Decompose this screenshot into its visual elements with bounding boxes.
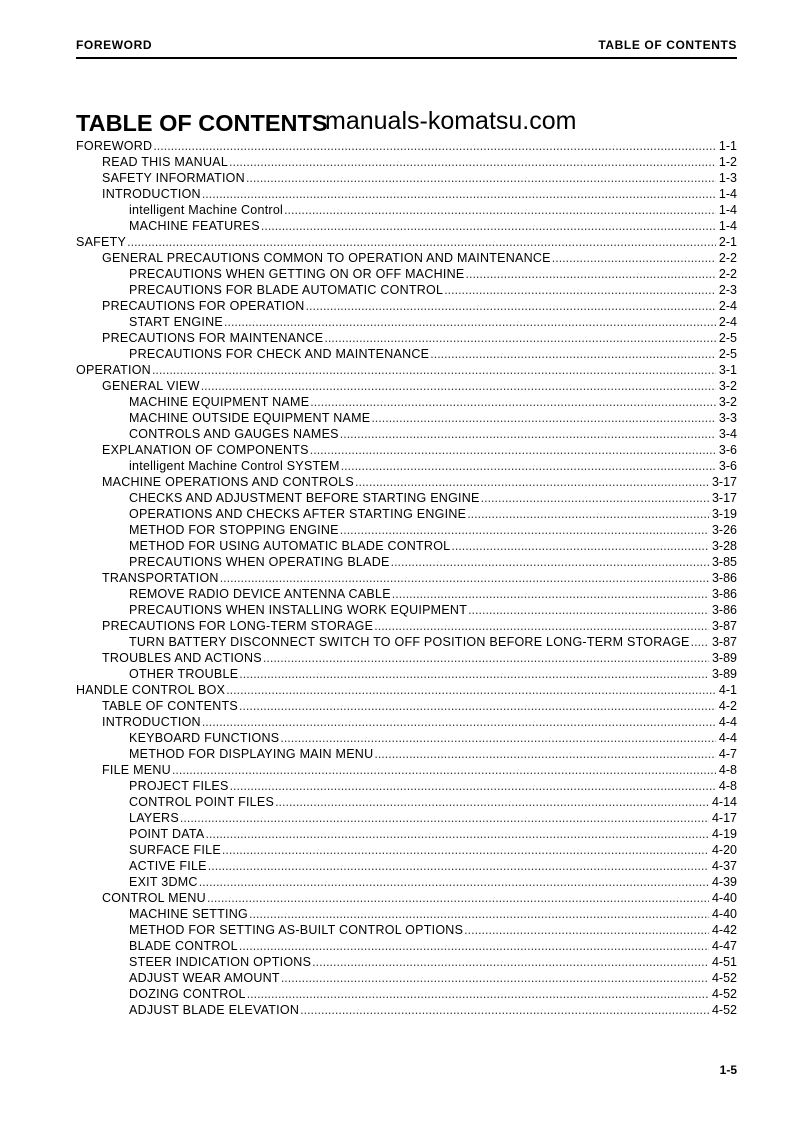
toc-entry-label: PRECAUTIONS FOR CHECK AND MAINTENANCE xyxy=(129,347,430,361)
toc-entry-page: 1-4 xyxy=(718,203,737,217)
toc-entry-label: FOREWORD xyxy=(76,139,153,153)
toc-entry-label: OTHER TROUBLE xyxy=(129,667,239,681)
toc-entry-label: POINT DATA xyxy=(129,827,205,841)
toc-entry xyxy=(76,906,737,922)
toc-entry xyxy=(76,378,737,394)
dot-leader xyxy=(246,986,709,1002)
toc-entry xyxy=(76,874,737,890)
dot-leader xyxy=(204,826,709,842)
dot-leader xyxy=(245,170,716,186)
toc-entry-page: 1-1 xyxy=(718,139,737,153)
toc-entry-page: 3-3 xyxy=(718,411,737,425)
toc-entry xyxy=(76,586,737,602)
toc-entry-label: METHOD FOR STOPPING ENGINE xyxy=(129,523,339,537)
toc-entry xyxy=(76,650,737,666)
toc-entry xyxy=(76,810,737,826)
toc-entry-page: 4-8 xyxy=(718,763,737,777)
toc-entry-label: OPERATION xyxy=(76,363,151,377)
toc-entry xyxy=(76,426,737,442)
dot-leader xyxy=(198,874,709,890)
toc-entry-page: 2-3 xyxy=(718,283,737,297)
toc-entry-page: 3-2 xyxy=(718,395,737,409)
toc-entry xyxy=(76,314,737,330)
toc-entry-label: PROJECT FILES xyxy=(129,779,229,793)
toc-entry xyxy=(76,554,737,570)
toc-entry-page: 3-6 xyxy=(718,443,737,457)
toc-entry xyxy=(76,394,737,410)
toc-entry xyxy=(76,538,737,554)
toc-entry xyxy=(76,938,737,954)
toc-entry xyxy=(76,778,737,794)
toc-entry xyxy=(76,682,737,698)
dot-leader xyxy=(305,298,716,314)
toc-entry xyxy=(76,266,737,282)
toc-entry-label: TRANSPORTATION xyxy=(102,571,219,585)
toc-entry-page: 4-7 xyxy=(718,747,737,761)
toc-entry-label: READ THIS MANUAL xyxy=(102,155,229,169)
toc-entry xyxy=(76,954,737,970)
toc-entry-page: 4-39 xyxy=(711,875,737,889)
toc-entry-label: CHECKS AND ADJUSTMENT BEFORE STARTING ENGINE xyxy=(129,491,480,505)
toc-entry-label: DOZING CONTROL xyxy=(129,987,246,1001)
dot-leader xyxy=(262,650,709,666)
dot-leader xyxy=(260,218,716,234)
toc-entry-label: PRECAUTIONS FOR LONG-TERM STORAGE xyxy=(102,619,374,633)
toc-entry xyxy=(76,234,737,250)
dot-leader xyxy=(283,202,716,218)
toc-entry xyxy=(76,858,737,874)
header-rule xyxy=(76,57,737,59)
running-header-section: FOREWORD xyxy=(76,38,153,52)
dot-leader xyxy=(151,362,716,378)
toc-entry-page: 4-17 xyxy=(711,811,737,825)
toc-entry xyxy=(76,442,737,458)
toc-entry-label: SURFACE FILE xyxy=(129,843,221,857)
toc-entry-page: 4-40 xyxy=(711,907,737,921)
toc-entry-page: 4-40 xyxy=(711,891,737,905)
toc-entry-label: EXPLANATION OF COMPONENTS xyxy=(102,443,309,457)
toc-entry-label: PRECAUTIONS WHEN INSTALLING WORK EQUIPMENT xyxy=(129,603,468,617)
toc-entry-label: INTRODUCTION xyxy=(102,187,201,201)
dot-leader xyxy=(201,186,716,202)
toc-entry-label: LAYERS xyxy=(129,811,179,825)
toc-entry xyxy=(76,170,737,186)
toc-entry-label: KEYBOARD FUNCTIONS xyxy=(129,731,280,745)
toc-entry-page: 4-51 xyxy=(711,955,737,969)
toc-entry-label: START ENGINE xyxy=(129,315,223,329)
toc-entry-page: 3-19 xyxy=(711,507,737,521)
dot-leader xyxy=(206,890,709,906)
toc-entry-label: MACHINE EQUIPMENT NAME xyxy=(129,395,310,409)
toc-entry-page: 4-42 xyxy=(711,923,737,937)
toc-entry-page: 3-89 xyxy=(711,667,737,681)
dot-leader xyxy=(309,394,716,410)
toc-entry xyxy=(76,698,737,714)
dot-leader xyxy=(280,970,709,986)
toc-entry xyxy=(76,570,737,586)
dot-leader xyxy=(309,442,716,458)
toc-entry-label: PRECAUTIONS FOR OPERATION xyxy=(102,299,305,313)
dot-leader xyxy=(223,314,716,330)
toc-entry-label: MACHINE SETTING xyxy=(129,907,249,921)
toc-entry xyxy=(76,410,737,426)
toc-entry xyxy=(76,298,737,314)
toc-entry-page: 4-37 xyxy=(711,859,737,873)
toc-entry xyxy=(76,154,737,170)
toc-entry-page: 4-1 xyxy=(718,683,737,697)
toc-entry-label: REMOVE RADIO DEVICE ANTENNA CABLE xyxy=(129,587,391,601)
toc-entry-page: 1-3 xyxy=(718,171,737,185)
toc-entry-label: GENERAL VIEW xyxy=(102,379,200,393)
dot-leader xyxy=(171,762,716,778)
toc-entry-page: 2-4 xyxy=(718,299,737,313)
toc-entry-page: 3-85 xyxy=(711,555,737,569)
dot-leader xyxy=(551,250,716,266)
toc-entry-label: ACTIVE FILE xyxy=(129,859,207,873)
dot-leader xyxy=(340,458,716,474)
toc-entry xyxy=(76,602,737,618)
dot-leader xyxy=(207,858,709,874)
toc-entry xyxy=(76,138,737,154)
toc-entry-label: ADJUST WEAR AMOUNT xyxy=(129,971,280,985)
toc-entry-page: 4-52 xyxy=(711,987,737,1001)
toc-entry xyxy=(76,986,737,1002)
toc-entry-page: 4-4 xyxy=(718,715,737,729)
dot-leader xyxy=(219,570,709,586)
toc-entry-label: ADJUST BLADE ELEVATION xyxy=(129,1003,300,1017)
toc-entry-label: OPERATIONS AND CHECKS AFTER STARTING ENGINE xyxy=(129,507,467,521)
toc-entry-label: INTRODUCTION xyxy=(102,715,201,729)
toc-entry-page: 4-52 xyxy=(711,971,737,985)
dot-leader xyxy=(225,682,716,698)
toc-entry-label: SAFETY xyxy=(76,235,127,249)
dot-leader xyxy=(248,906,709,922)
toc-entry-label: PRECAUTIONS WHEN GETTING ON OR OFF MACHINE xyxy=(129,267,465,281)
toc-entry-page: 3-17 xyxy=(711,475,737,489)
toc-entry-page: 4-4 xyxy=(718,731,737,745)
toc-entry-page: 2-1 xyxy=(718,235,737,249)
toc-entry-label: METHOD FOR USING AUTOMATIC BLADE CONTROL xyxy=(129,539,451,553)
dot-leader xyxy=(274,794,709,810)
toc-entry xyxy=(76,666,737,682)
dot-leader xyxy=(373,618,709,634)
toc-entry-label: CONTROL POINT FILES xyxy=(129,795,275,809)
toc-entry xyxy=(76,490,737,506)
toc-entry xyxy=(76,794,737,810)
toc-entry-page: 4-52 xyxy=(711,1003,737,1017)
toc-entry-label: intelligent Machine Control xyxy=(129,203,284,217)
toc-entry-page: 4-14 xyxy=(711,795,737,809)
dot-leader xyxy=(467,602,709,618)
running-header-title: TABLE OF CONTENTS xyxy=(598,38,737,52)
toc-entry-label: MACHINE OUTSIDE EQUIPMENT NAME xyxy=(129,411,371,425)
toc-entry xyxy=(76,730,737,746)
toc-entry-page: 3-17 xyxy=(711,491,737,505)
toc-entry-page: 4-47 xyxy=(711,939,737,953)
toc-entry-page: 3-6 xyxy=(718,459,737,473)
dot-leader xyxy=(279,730,716,746)
dot-leader xyxy=(443,282,716,298)
page-number: 1-5 xyxy=(719,1063,737,1077)
toc-entry xyxy=(76,362,737,378)
toc-entry-page: 3-2 xyxy=(718,379,737,393)
toc-entry xyxy=(76,186,737,202)
toc-entry xyxy=(76,1002,737,1018)
page-title: TABLE OF CONTENTS xyxy=(76,110,328,136)
toc-entry-label: PRECAUTIONS FOR BLADE AUTOMATIC CONTROL xyxy=(129,283,444,297)
toc-entry-label: STEER INDICATION OPTIONS xyxy=(129,955,312,969)
dot-leader xyxy=(179,810,709,826)
toc-entry-label: METHOD FOR SETTING AS-BUILT CONTROL OPTIONS xyxy=(129,923,464,937)
toc-entry xyxy=(76,282,737,298)
dot-leader xyxy=(238,698,716,714)
toc-entry-page: 1-4 xyxy=(718,219,737,233)
toc-entry xyxy=(76,458,737,474)
dot-leader xyxy=(466,506,709,522)
dot-leader xyxy=(391,586,709,602)
dot-leader xyxy=(126,234,716,250)
watermark-text: manuals-komatsu.com xyxy=(325,107,577,135)
toc-entry-label: TROUBLES AND ACTIONS xyxy=(102,651,262,665)
toc-entry-page: 2-2 xyxy=(718,251,737,265)
dot-leader xyxy=(370,410,716,426)
toc-entry-label: CONTROLS AND GAUGES NAMES xyxy=(129,427,339,441)
toc-entry-label: SAFETY INFORMATION xyxy=(102,171,245,185)
dot-leader xyxy=(323,330,716,346)
dot-leader xyxy=(311,954,709,970)
dot-leader xyxy=(238,938,709,954)
toc-entry-label: TURN BATTERY DISCONNECT SWITCH TO OFF POSITION BEFORE LONG-TERM STORAGE xyxy=(129,635,690,649)
toc-entry-page: 3-86 xyxy=(711,587,737,601)
dot-leader xyxy=(228,154,716,170)
dot-leader xyxy=(201,714,716,730)
toc-entry xyxy=(76,618,737,634)
dot-leader xyxy=(480,490,709,506)
toc-entry xyxy=(76,474,737,490)
toc-entry xyxy=(76,970,737,986)
toc-entry-page: 3-1 xyxy=(718,363,737,377)
toc-entry xyxy=(76,714,737,730)
toc-entry-page: 3-89 xyxy=(711,651,737,665)
toc-entry-page: 3-87 xyxy=(711,635,737,649)
toc-entry xyxy=(76,346,737,362)
dot-leader xyxy=(339,522,709,538)
toc-entry xyxy=(76,202,737,218)
toc-entry-page: 4-19 xyxy=(711,827,737,841)
toc-entry-page: 1-2 xyxy=(718,155,737,169)
dot-leader xyxy=(390,554,709,570)
toc-entry-label: PRECAUTIONS WHEN OPERATING BLADE xyxy=(129,555,390,569)
toc-entry xyxy=(76,506,737,522)
toc-entry-page: 1-4 xyxy=(718,187,737,201)
dot-leader xyxy=(229,778,716,794)
toc-entry xyxy=(76,890,737,906)
toc-entry-label: GENERAL PRECAUTIONS COMMON TO OPERATION AND MAINTENANCE xyxy=(102,251,551,265)
toc-entry xyxy=(76,746,737,762)
dot-leader xyxy=(429,346,716,362)
dot-leader xyxy=(221,842,709,858)
toc-entry xyxy=(76,922,737,938)
table-of-contents xyxy=(76,138,737,1018)
toc-entry-page: 3-87 xyxy=(711,619,737,633)
toc-entry-page: 4-2 xyxy=(718,699,737,713)
dot-leader xyxy=(465,266,716,282)
toc-entry-page: 2-4 xyxy=(718,315,737,329)
toc-entry-label: TABLE OF CONTENTS xyxy=(102,699,238,713)
toc-entry-page: 3-28 xyxy=(711,539,737,553)
dot-leader xyxy=(450,538,709,554)
toc-entry-label: HANDLE CONTROL BOX xyxy=(76,683,226,697)
toc-entry-label: MACHINE FEATURES xyxy=(129,219,260,233)
toc-entry-page: 3-86 xyxy=(711,603,737,617)
toc-entry-page: 3-4 xyxy=(718,427,737,441)
toc-entry-page: 2-2 xyxy=(718,267,737,281)
toc-entry-label: MACHINE OPERATIONS AND CONTROLS xyxy=(102,475,354,489)
toc-entry-page: 4-8 xyxy=(718,779,737,793)
toc-entry-page: 3-26 xyxy=(711,523,737,537)
toc-entry-label: CONTROL MENU xyxy=(102,891,206,905)
toc-entry-label: BLADE CONTROL xyxy=(129,939,238,953)
toc-entry-label: intelligent Machine Control SYSTEM xyxy=(129,459,340,473)
dot-leader xyxy=(299,1002,709,1018)
toc-entry xyxy=(76,522,737,538)
toc-entry xyxy=(76,842,737,858)
toc-entry-label: EXIT 3DMC xyxy=(129,875,198,889)
toc-entry-label: PRECAUTIONS FOR MAINTENANCE xyxy=(102,331,324,345)
toc-entry xyxy=(76,634,737,650)
toc-entry-page: 4-20 xyxy=(711,843,737,857)
toc-entry-page: 2-5 xyxy=(718,331,737,345)
dot-leader xyxy=(373,746,716,762)
toc-entry-label: FILE MENU xyxy=(102,763,171,777)
toc-entry xyxy=(76,826,737,842)
dot-leader xyxy=(339,426,716,442)
dot-leader xyxy=(238,666,709,682)
toc-entry xyxy=(76,218,737,234)
toc-entry-page: 3-86 xyxy=(711,571,737,585)
dot-leader xyxy=(354,474,709,490)
toc-entry xyxy=(76,330,737,346)
toc-entry xyxy=(76,250,737,266)
toc-entry-label: METHOD FOR DISPLAYING MAIN MENU xyxy=(129,747,374,761)
dot-leader xyxy=(152,138,716,154)
dot-leader xyxy=(200,378,716,394)
dot-leader xyxy=(463,922,709,938)
toc-entry xyxy=(76,762,737,778)
toc-entry-page: 2-5 xyxy=(718,347,737,361)
dot-leader xyxy=(690,634,709,650)
